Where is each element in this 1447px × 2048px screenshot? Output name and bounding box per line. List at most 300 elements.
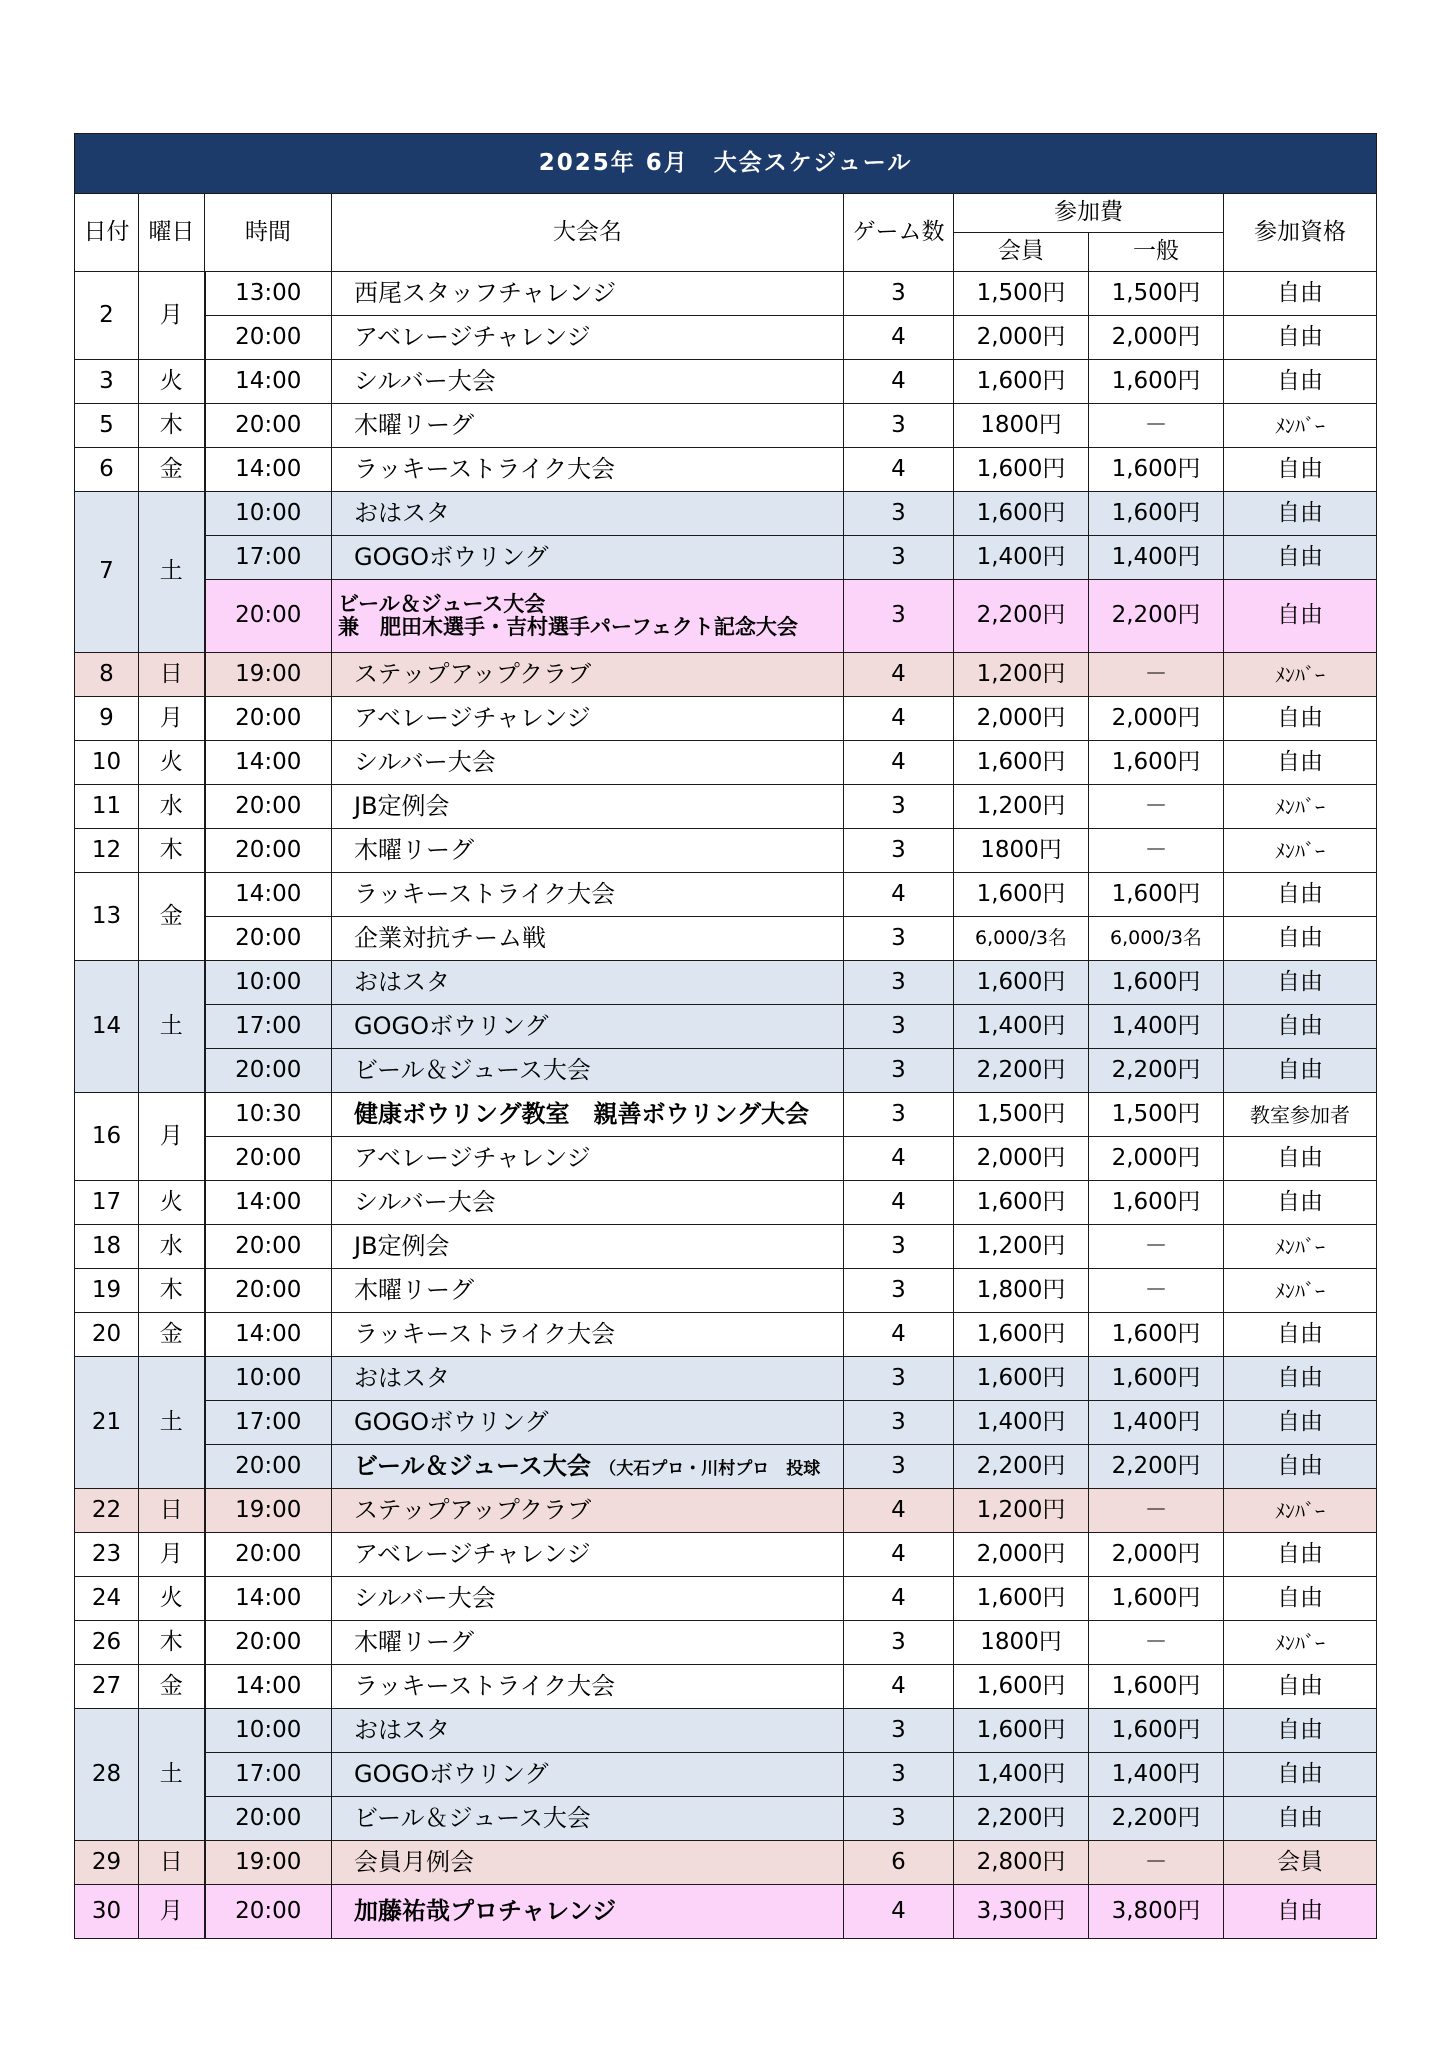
event-name-cell [332,1005,844,1049]
date-cell: 16 [75,1093,139,1181]
table-row [75,829,1377,873]
table-row [75,1313,1377,1357]
event-name-cell [332,1181,844,1225]
games-cell: 3 [844,1709,954,1753]
event-name: シルバー大会 [354,1188,496,1217]
fee-general-cell: 1,500円 [1089,272,1224,316]
date-cell: 29 [75,1841,139,1885]
table-row [75,448,1377,492]
eligibility-cell: 自由 [1224,1533,1377,1577]
event-name-cell [332,961,844,1005]
fee-general-cell: 2,200円 [1089,1049,1224,1093]
eligibility-cell: 自由 [1224,1313,1377,1357]
eligibility-cell: 自由 [1224,697,1377,741]
date-cell: 2 [75,272,139,360]
time-cell: 19:00 [205,1841,332,1885]
fee-general-cell: 1,400円 [1089,1753,1224,1797]
date-cell: 17 [75,1181,139,1225]
games-cell: 4 [844,741,954,785]
event-name-cell [332,360,844,404]
games-cell: 3 [844,536,954,580]
fee-general-cell: － [1089,1841,1224,1885]
table-row [75,1093,1377,1137]
time-cell: 20:00 [205,1621,332,1665]
event-name-cell [332,785,844,829]
time-cell: 17:00 [205,1401,332,1445]
date-cell: 22 [75,1489,139,1533]
eligibility-cell: 自由 [1224,316,1377,360]
fee-member-cell: 1,400円 [954,536,1089,580]
weekday-cell: 水 [139,1225,205,1269]
games-cell: 4 [844,360,954,404]
table-row [75,653,1377,697]
eligibility-cell: 自由 [1224,741,1377,785]
table-row [75,873,1377,917]
weekday-cell: 金 [139,1665,205,1709]
weekday-cell: 土 [139,1709,205,1841]
event-name: おはスタ [354,968,450,997]
event-name-cell [332,1313,844,1357]
time-cell: 17:00 [205,1753,332,1797]
weekday-cell: 火 [139,360,205,404]
fee-member-cell: 2,200円 [954,1797,1089,1841]
fee-member-cell: 1,600円 [954,448,1089,492]
event-name: 会員月例会 [354,1848,474,1877]
games-cell: 4 [844,1885,954,1939]
fee-general-cell: － [1089,1269,1224,1313]
table-row [75,1401,1377,1445]
weekday-cell: 月 [139,1885,205,1939]
table-row [75,1797,1377,1841]
date-cell: 10 [75,741,139,785]
event-name: GOGOボウリング [354,1012,549,1041]
fee-general-cell: 2,000円 [1089,316,1224,360]
time-cell: 19:00 [205,1489,332,1533]
event-name-cell [332,697,844,741]
fee-general-cell: － [1089,785,1224,829]
header-event: 大会名 [332,194,844,272]
fee-member-cell: 1,600円 [954,741,1089,785]
time-cell: 10:00 [205,1357,332,1401]
event-name: ビール＆ジュース大会 [354,1804,591,1833]
games-cell: 4 [844,1577,954,1621]
date-cell: 26 [75,1621,139,1665]
fee-general-cell: 2,200円 [1089,1797,1224,1841]
fee-general-cell: 6,000/3名 [1089,917,1224,961]
time-cell: 14:00 [205,448,332,492]
time-cell: 20:00 [205,404,332,448]
header-row [75,194,1377,233]
event-name: GOGOボウリング [354,1760,549,1789]
weekday-cell: 月 [139,272,205,360]
fee-member-cell: 3,300円 [954,1885,1089,1939]
fee-member-cell: 6,000/3名 [954,917,1089,961]
fee-general-cell: 2,000円 [1089,1137,1224,1181]
event-name: シルバー大会 [354,748,496,777]
event-name-cell [332,1709,844,1753]
event-name-line1: ビール＆ジュース大会 [338,591,546,616]
time-cell: 10:30 [205,1093,332,1137]
event-name-cell [332,272,844,316]
table-row [75,697,1377,741]
fee-member-cell: 1,600円 [954,360,1089,404]
table-row [75,741,1377,785]
games-cell: 6 [844,1841,954,1885]
date-cell: 5 [75,404,139,448]
fee-general-cell: 1,600円 [1089,1665,1224,1709]
weekday-cell: 日 [139,1841,205,1885]
eligibility-cell: 自由 [1224,1005,1377,1049]
fee-general-cell: 1,600円 [1089,1709,1224,1753]
event-name: ビール＆ジュース大会 [354,1452,591,1481]
header-fee: 参加費 [954,194,1224,233]
event-name-cell [332,1841,844,1885]
date-cell: 24 [75,1577,139,1621]
event-name: おはスタ [354,1716,450,1745]
eligibility-cell: 自由 [1224,1181,1377,1225]
event-name-cell [332,448,844,492]
event-name: 健康ボウリング教室 親善ボウリング大会 [354,1100,810,1129]
games-cell: 3 [844,1225,954,1269]
eligibility-cell: ﾒﾝﾊﾞｰ [1224,404,1377,448]
event-name-cell [332,492,844,536]
eligibility-cell: ﾒﾝﾊﾞｰ [1224,1225,1377,1269]
eligibility-cell: 自由 [1224,536,1377,580]
eligibility-cell: 自由 [1224,492,1377,536]
eligibility-cell: 自由 [1224,1401,1377,1445]
event-name: ラッキーストライク大会 [354,880,616,909]
time-cell: 14:00 [205,873,332,917]
games-cell: 3 [844,1357,954,1401]
games-cell: 3 [844,1005,954,1049]
event-name: ステップアップクラブ [354,660,592,689]
event-name: ラッキーストライク大会 [354,1672,616,1701]
fee-member-cell: 1,600円 [954,1665,1089,1709]
eligibility-cell: ﾒﾝﾊﾞｰ [1224,1621,1377,1665]
date-cell: 18 [75,1225,139,1269]
eligibility-cell: 自由 [1224,360,1377,404]
games-cell: 3 [844,917,954,961]
table-row [75,1621,1377,1665]
event-name: ビール＆ジュース大会 [354,1056,591,1085]
event-name-cell [332,1137,844,1181]
event-name-cell [332,1533,844,1577]
table-row [75,1665,1377,1709]
time-cell: 20:00 [205,316,332,360]
table-row [75,360,1377,404]
games-cell: 3 [844,580,954,653]
fee-member-cell: 1,600円 [954,1181,1089,1225]
fee-general-cell: 2,000円 [1089,697,1224,741]
fee-general-cell: 1,600円 [1089,961,1224,1005]
eligibility-cell: 教室参加者 [1224,1093,1377,1137]
table-row [75,1533,1377,1577]
event-name: 加藤祐哉プロチャレンジ [354,1897,617,1926]
weekday-cell: 日 [139,653,205,697]
weekday-cell: 土 [139,961,205,1093]
weekday-cell: 火 [139,741,205,785]
event-name: ステップアップクラブ [354,1496,592,1525]
event-name: 企業対抗チーム戦 [354,924,546,953]
eligibility-cell: 自由 [1224,873,1377,917]
event-name: 西尾スタッフチャレンジ [354,279,617,308]
fee-member-cell: 1800円 [954,829,1089,873]
games-cell: 4 [844,873,954,917]
fee-general-cell: 1,500円 [1089,1093,1224,1137]
weekday-cell: 木 [139,1269,205,1313]
eligibility-cell: 自由 [1224,580,1377,653]
fee-general-cell: 1,400円 [1089,1401,1224,1445]
date-cell: 21 [75,1357,139,1489]
event-name-cell [332,536,844,580]
table-row [75,272,1377,316]
time-cell: 13:00 [205,272,332,316]
table-row [75,1049,1377,1093]
time-cell: 20:00 [205,697,332,741]
games-cell: 3 [844,1049,954,1093]
event-name-cell [332,829,844,873]
event-name-cell [332,1797,844,1841]
event-name-cell [332,873,844,917]
fee-member-cell: 1,600円 [954,492,1089,536]
event-name: アベレージチャレンジ [354,1144,591,1173]
eligibility-cell: 自由 [1224,1753,1377,1797]
eligibility-cell: 自由 [1224,917,1377,961]
table-row [75,961,1377,1005]
fee-general-cell: 1,600円 [1089,1181,1224,1225]
event-name: 木曜リーグ [354,411,474,440]
fee-member-cell: 1,600円 [954,1313,1089,1357]
fee-general-cell: － [1089,829,1224,873]
fee-member-cell: 1,500円 [954,272,1089,316]
games-cell: 4 [844,697,954,741]
event-name: シルバー大会 [354,1584,496,1613]
weekday-cell: 土 [139,1357,205,1489]
date-cell: 30 [75,1885,139,1939]
event-name: シルバー大会 [354,367,496,396]
eligibility-cell: 自由 [1224,1797,1377,1841]
event-name-cell [332,316,844,360]
games-cell: 4 [844,316,954,360]
weekday-cell: 金 [139,873,205,961]
eligibility-cell: 会員 [1224,1841,1377,1885]
event-name: ラッキーストライク大会 [354,1320,616,1349]
table-row [75,917,1377,961]
event-name-cell [332,1665,844,1709]
weekday-cell: 木 [139,829,205,873]
weekday-cell: 月 [139,1093,205,1181]
games-cell: 3 [844,404,954,448]
eligibility-cell: ﾒﾝﾊﾞｰ [1224,653,1377,697]
fee-member-cell: 1,600円 [954,1357,1089,1401]
table-row [75,1489,1377,1533]
fee-general-cell: 1,600円 [1089,873,1224,917]
event-name-cell [332,917,844,961]
eligibility-cell: 自由 [1224,1357,1377,1401]
table-row [75,1445,1377,1489]
time-cell: 10:00 [205,1709,332,1753]
eligibility-cell: 自由 [1224,448,1377,492]
fee-general-cell: 2,200円 [1089,580,1224,653]
fee-member-cell: 1,600円 [954,873,1089,917]
event-name-cell [332,1753,844,1797]
event-name-cell [332,741,844,785]
event-name: アベレージチャレンジ [354,1540,591,1569]
games-cell: 4 [844,1313,954,1357]
fee-member-cell: 2,000円 [954,316,1089,360]
fee-member-cell: 1,200円 [954,1489,1089,1533]
eligibility-cell: 自由 [1224,1577,1377,1621]
event-name-cell [332,1357,844,1401]
event-name: アベレージチャレンジ [354,704,591,733]
fee-general-cell: 1,600円 [1089,741,1224,785]
fee-member-cell: 1,200円 [954,785,1089,829]
weekday-cell: 火 [139,1577,205,1621]
weekday-cell: 月 [139,697,205,741]
event-name-cell [332,1269,844,1313]
games-cell: 4 [844,1181,954,1225]
eligibility-cell: 自由 [1224,1709,1377,1753]
games-cell: 3 [844,1093,954,1137]
weekday-cell: 金 [139,448,205,492]
fee-member-cell: 1,600円 [954,961,1089,1005]
time-cell: 10:00 [205,492,332,536]
event-name: JB定例会 [354,1232,450,1261]
table-row [75,404,1377,448]
table-row [75,1181,1377,1225]
fee-member-cell: 1,200円 [954,653,1089,697]
event-name-cell [332,1885,844,1939]
event-name-cell [332,1489,844,1533]
date-cell: 8 [75,653,139,697]
fee-member-cell: 2,200円 [954,580,1089,653]
eligibility-cell: 自由 [1224,1049,1377,1093]
eligibility-cell: 自由 [1224,272,1377,316]
event-name-cell [332,1445,844,1489]
date-cell: 11 [75,785,139,829]
fee-member-cell: 1800円 [954,404,1089,448]
games-cell: 4 [844,1489,954,1533]
time-cell: 14:00 [205,1313,332,1357]
fee-general-cell: 1,600円 [1089,360,1224,404]
fee-general-cell: 1,400円 [1089,1005,1224,1049]
fee-general-cell: 3,800円 [1089,1885,1224,1939]
fee-member-cell: 1,800円 [954,1269,1089,1313]
table-row [75,316,1377,360]
date-cell: 7 [75,492,139,653]
weekday-cell: 日 [139,1489,205,1533]
table-row [75,580,1377,653]
event-name-cell [332,404,844,448]
table-row [75,1841,1377,1885]
fee-member-cell: 1,600円 [954,1577,1089,1621]
fee-general-cell: 1,600円 [1089,1577,1224,1621]
event-name: 木曜リーグ [354,1276,474,1305]
date-cell: 14 [75,961,139,1093]
fee-general-cell: 1,400円 [1089,536,1224,580]
eligibility-cell: 自由 [1224,1137,1377,1181]
header-time: 時間 [205,194,332,272]
fee-member-cell: 2,000円 [954,1137,1089,1181]
fee-general-cell: － [1089,1225,1224,1269]
time-cell: 20:00 [205,1225,332,1269]
fee-member-cell: 1,400円 [954,1401,1089,1445]
weekday-cell: 月 [139,1533,205,1577]
weekday-cell: 水 [139,785,205,829]
eligibility-cell: 自由 [1224,961,1377,1005]
date-cell: 19 [75,1269,139,1313]
header-games: ゲーム数 [844,194,954,272]
time-cell: 20:00 [205,1137,332,1181]
eligibility-cell: ﾒﾝﾊﾞｰ [1224,785,1377,829]
table-row [75,1753,1377,1797]
weekday-cell: 火 [139,1181,205,1225]
page-title: 2025年 6月 大会スケジュール [75,134,1377,194]
event-name: おはスタ [354,1364,450,1393]
table-row [75,1357,1377,1401]
time-cell: 20:00 [205,917,332,961]
header-date: 日付 [75,194,139,272]
weekday-cell: 土 [139,492,205,653]
fee-member-cell: 2,200円 [954,1049,1089,1093]
table-row [75,536,1377,580]
event-name: おはスタ [354,499,450,528]
fee-member-cell: 2,000円 [954,1533,1089,1577]
games-cell: 3 [844,272,954,316]
fee-general-cell: － [1089,404,1224,448]
fee-general-cell: 2,200円 [1089,1445,1224,1489]
date-cell: 23 [75,1533,139,1577]
header-eligibility: 参加資格 [1224,194,1377,272]
fee-member-cell: 2,000円 [954,697,1089,741]
weekday-cell: 木 [139,404,205,448]
event-name: 木曜リーグ [354,836,474,865]
time-cell: 20:00 [205,785,332,829]
fee-member-cell: 1,400円 [954,1005,1089,1049]
games-cell: 3 [844,492,954,536]
event-name-cell [332,1093,844,1137]
time-cell: 20:00 [205,1533,332,1577]
event-name-note: （大石プロ・川村プロ 投球 [599,1459,821,1480]
date-cell: 12 [75,829,139,873]
date-cell: 20 [75,1313,139,1357]
games-cell: 4 [844,448,954,492]
event-name: アベレージチャレンジ [354,323,591,352]
date-cell: 13 [75,873,139,961]
date-cell: 27 [75,1665,139,1709]
games-cell: 3 [844,1753,954,1797]
games-cell: 3 [844,1621,954,1665]
table-row [75,1885,1377,1939]
date-cell: 9 [75,697,139,741]
header-fee-general: 一般 [1089,233,1224,272]
fee-general-cell: 1,600円 [1089,1357,1224,1401]
games-cell: 3 [844,1797,954,1841]
fee-member-cell: 2,200円 [954,1445,1089,1489]
table-row [75,1225,1377,1269]
time-cell: 20:00 [205,1797,332,1841]
fee-general-cell: 1,600円 [1089,492,1224,536]
time-cell: 19:00 [205,653,332,697]
title-row [75,134,1377,194]
time-cell: 20:00 [205,829,332,873]
games-cell: 4 [844,1533,954,1577]
event-name-cell [332,653,844,697]
table-row [75,492,1377,536]
games-cell: 4 [844,1137,954,1181]
games-cell: 3 [844,785,954,829]
table-row [75,785,1377,829]
